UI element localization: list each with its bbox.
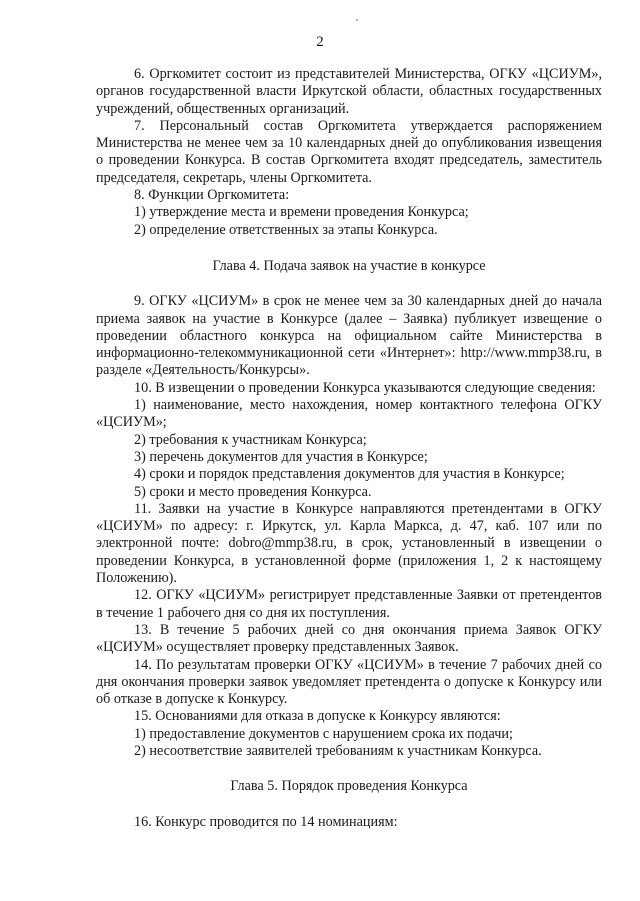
paragraph-13: 13. В течение 5 рабочих дней со дня окончания приема Заявок ОГКУ «ЦСИУМ» осуществляет проверку представленных Заявок. xyxy=(96,621,602,656)
paragraph-9: 9. ОГКУ «ЦСИУМ» в срок не менее чем за 30 календарных дней до начала приема заявок на участие в Конкурсе (далее – Заявка) публикует извещение о проведении областного конкурса на официальном сайте Министерства в информационно-телекоммуникационной сети «Интернет»: http://www.mmp38.ru, в разделе «Деятельность/Конкурсы». xyxy=(96,293,602,379)
paragraph-12: 12. ОГКУ «ЦСИУМ» регистрирует представленные Заявки от претендентов в течение 1 рабочего дня со дня их поступления. xyxy=(96,587,602,621)
list-item: 2) требования к участникам Конкурса; xyxy=(134,431,367,448)
list-item: 1) наименование, место нахождения, номер контактного телефона ОГКУ «ЦСИУМ»; xyxy=(96,397,602,431)
list-item: 2) несоответствие заявителей требованиям к участникам Конкурса. xyxy=(134,742,542,759)
page-number: 2 xyxy=(316,34,324,50)
chapter-4-heading: Глава 4. Подача заявок на участие в конкурсе xyxy=(212,257,486,274)
paragraph-15: 15. Основаниями для отказа в допуске к Конкурсу являются: xyxy=(134,708,501,725)
paragraph-10: 10. В извещении о проведении Конкурса указываются следующие сведения: xyxy=(134,379,596,396)
paragraph-14: 14. По результатам проверки ОГКУ «ЦСИУМ» в течение 7 рабочих дней со дня окончания проверки заявок уведомляет претендента о допуске к Конкурсу или об отказе в допуске к Конкурсу. xyxy=(96,656,602,708)
list-item: 1) утверждение места и времени проведения Конкурса; xyxy=(134,204,469,221)
chapter-5-heading-wrap xyxy=(96,778,602,795)
chapter-4-heading-wrap xyxy=(96,258,602,275)
chapter-5-heading: Глава 5. Порядок проведения Конкурса xyxy=(230,778,468,795)
list-item: 1) предоставление документов с нарушением срока их подачи; xyxy=(134,725,513,742)
paragraph-6: 6. Оргкомитет состоит из представителей Министерства, ОГКУ «ЦСИУМ», органов государственной власти Иркутской области, областных государственных учреждений, общественных организаций. xyxy=(96,66,602,117)
list-item: 5) сроки и место проведения Конкурса. xyxy=(134,483,372,500)
paragraph-11: 11. Заявки на участие в Конкурсе направляются претендентами в ОГКУ «ЦСИУМ» по адресу: г. Иркутск, ул. Карла Маркса, д. 47, каб. 107 или по электронной почте: dobro@mmp38.ru, в срок, установленный в извещении о проведении Конкурса, в установленной форме (приложения 1, 2 к настоящему Положению). xyxy=(96,500,602,587)
document-body xyxy=(96,66,602,831)
scan-speck xyxy=(356,19,358,21)
paragraph-8: 8. Функции Оргкомитета: xyxy=(134,187,290,204)
paragraph-16: 16. Конкурс проводится по 14 номинациям: xyxy=(134,813,398,830)
paragraph-7: 7. Персональный состав Оргкомитета утверждается распоряжением Министерства не менее чем за 10 календарных дней до опубликования извещения о проведении Конкурса. В состав Оргкомитета входят председатель, заместитель председателя, секретарь, члены Оргкомитета. xyxy=(96,117,602,186)
list-item: 4) сроки и порядок представления документов для участия в Конкурсе; xyxy=(134,466,565,483)
list-item: 3) перечень документов для участия в Конкурсе; xyxy=(134,448,428,465)
list-item: 2) определение ответственных за этапы Конкурса. xyxy=(134,221,438,238)
